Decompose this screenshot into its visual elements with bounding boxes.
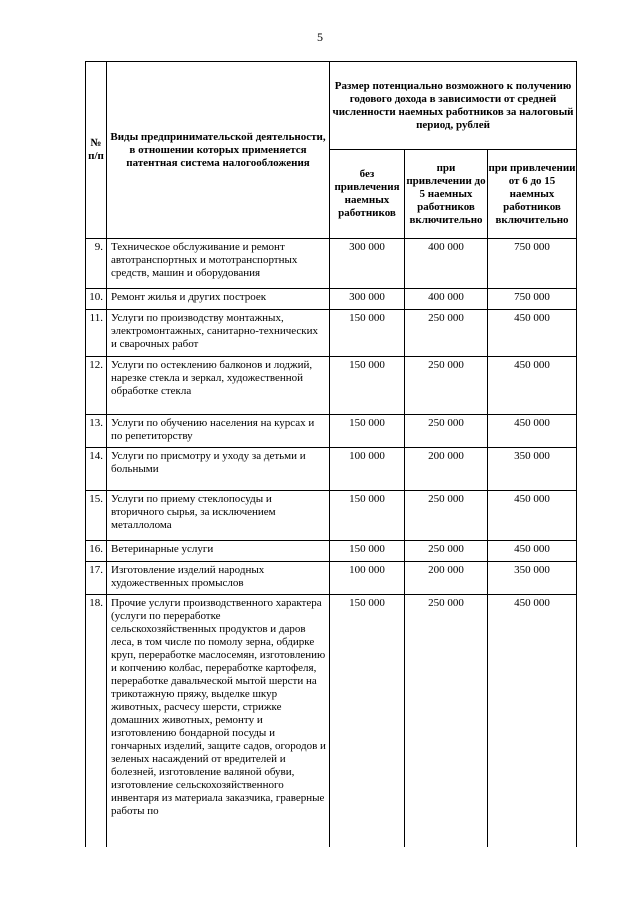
- value-6-to-15: 750 000: [488, 289, 577, 310]
- header-income-group: Размер потенциально возможного к получению годового дохода в зависимости от средней численности наемных работников за налоговый период, рублей: [330, 62, 577, 150]
- value-without-employees: 300 000: [330, 239, 405, 289]
- value-up-to-5: 250 000: [405, 357, 488, 415]
- row-number: 17.: [86, 562, 107, 595]
- table-row: [86, 357, 577, 415]
- value-up-to-5: 250 000: [405, 595, 488, 847]
- table-row: [86, 310, 577, 357]
- activity-cell: Услуги по остеклению балконов и лоджий, нарезке стекла и зеркал, художественной обработке стекла: [107, 357, 330, 415]
- header-number: № п/п: [86, 62, 107, 239]
- value-6-to-15: 450 000: [488, 357, 577, 415]
- value-without-employees: 100 000: [330, 448, 405, 491]
- activity-cell: Услуги по приему стеклопосуды и вторичного сырья, за исключением металлолома: [107, 491, 330, 541]
- row-number: 15.: [86, 491, 107, 541]
- value-without-employees: 150 000: [330, 310, 405, 357]
- table-row: [86, 595, 577, 847]
- row-number: 18.: [86, 595, 107, 847]
- header-up-to-5-employees: при привлечении до 5 наемных работников включительно: [405, 150, 488, 239]
- table-row: [86, 239, 577, 289]
- row-number: 12.: [86, 357, 107, 415]
- value-6-to-15: 350 000: [488, 448, 577, 491]
- value-6-to-15: 450 000: [488, 595, 577, 847]
- value-without-employees: 300 000: [330, 289, 405, 310]
- header-without-employees: без привлечения наемных работников: [330, 150, 405, 239]
- header-6-to-15-employees: при привлечении от 6 до 15 наемных работников включительно: [488, 150, 577, 239]
- header-activity: Виды предпринимательской деятельности, в отношении которых применяется патентная система налогообложения: [107, 62, 330, 239]
- activity-cell: Услуги по обучению населения на курсах и по репетиторству: [107, 415, 330, 448]
- activity-cell: Ветеринарные услуги: [107, 541, 330, 562]
- table-row: [86, 491, 577, 541]
- value-6-to-15: 750 000: [488, 239, 577, 289]
- value-6-to-15: 450 000: [488, 491, 577, 541]
- income-table: [85, 61, 577, 847]
- row-number: 10.: [86, 289, 107, 310]
- value-up-to-5: 400 000: [405, 289, 488, 310]
- value-without-employees: 100 000: [330, 562, 405, 595]
- page-number: 5: [317, 30, 323, 44]
- row-number: 14.: [86, 448, 107, 491]
- activity-cell: Техническое обслуживание и ремонт автотранспортных и мототранспортных средств, машин и оборудования: [107, 239, 330, 289]
- activity-cell: Прочие услуги производственного характера (услуги по переработке сельскохозяйственных продуктов и даров леса, в том числе по помолу зерна, обдирке круп, переработке маслосемян, изготовлению и копчению колбас, переработке картофеля, переработке давальческой мытой шерсти на трикотажную пряжу, выделке шкур животных, расчесу шерсти, стрижке домашних животных, ремонту и изготовлению бондарной посуды и гончарных изделий, защите садов, огородов и зеленых насаждений от вредителей и болезней, изготовление валяной обуви, изготовление сельскохозяйственного инвентаря из материала заказчика, граверные работы по: [107, 595, 330, 847]
- value-up-to-5: 200 000: [405, 562, 488, 595]
- row-number: 11.: [86, 310, 107, 357]
- activity-cell: Услуги по присмотру и уходу за детьми и больными: [107, 448, 330, 491]
- activity-cell: Изготовление изделий народных художественных промыслов: [107, 562, 330, 595]
- table-row: [86, 415, 577, 448]
- value-up-to-5: 250 000: [405, 415, 488, 448]
- value-without-employees: 150 000: [330, 541, 405, 562]
- value-6-to-15: 350 000: [488, 562, 577, 595]
- table-row: [86, 562, 577, 595]
- value-without-employees: 150 000: [330, 415, 405, 448]
- table-row: [86, 448, 577, 491]
- value-up-to-5: 250 000: [405, 541, 488, 562]
- value-up-to-5: 250 000: [405, 491, 488, 541]
- value-up-to-5: 200 000: [405, 448, 488, 491]
- row-number: 16.: [86, 541, 107, 562]
- activity-cell: Ремонт жилья и других построек: [107, 289, 330, 310]
- value-6-to-15: 450 000: [488, 541, 577, 562]
- row-number: 13.: [86, 415, 107, 448]
- value-without-employees: 150 000: [330, 595, 405, 847]
- value-up-to-5: 400 000: [405, 239, 488, 289]
- value-6-to-15: 450 000: [488, 415, 577, 448]
- value-up-to-5: 250 000: [405, 310, 488, 357]
- table-row: [86, 289, 577, 310]
- value-6-to-15: 450 000: [488, 310, 577, 357]
- value-without-employees: 150 000: [330, 491, 405, 541]
- table-row: [86, 541, 577, 562]
- row-number: 9.: [86, 239, 107, 289]
- value-without-employees: 150 000: [330, 357, 405, 415]
- activity-cell: Услуги по производству монтажных, электромонтажных, санитарно-технических и сварочных работ: [107, 310, 330, 357]
